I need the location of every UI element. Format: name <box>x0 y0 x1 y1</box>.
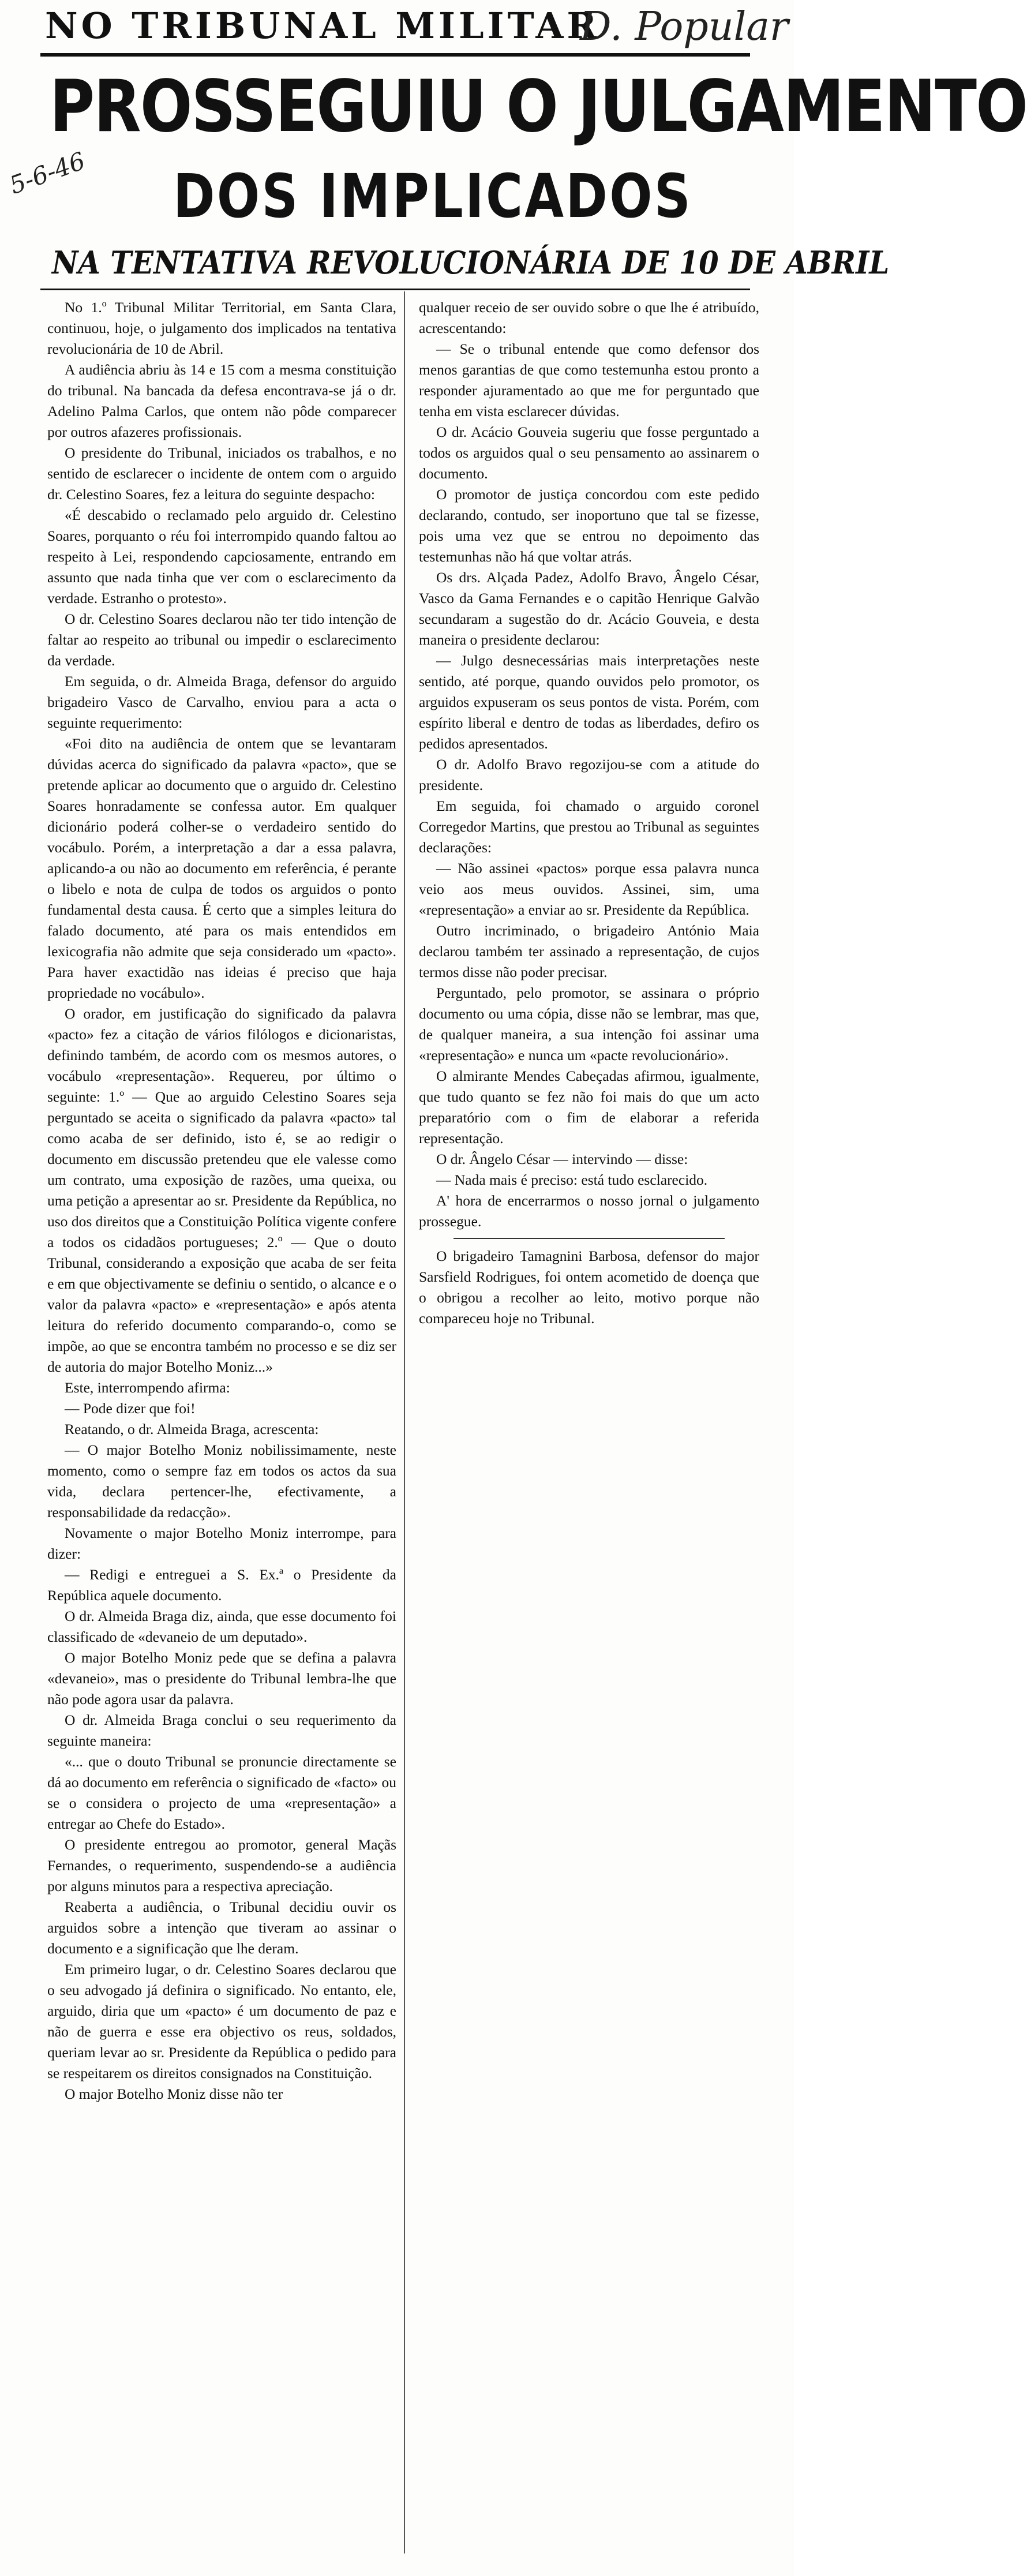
note-paragraph: O brigadeiro Tamagnini Barbosa, defensor do major Sarsfield Rodrigues, foi ontem acometido de doença que o obrigou a recolher ao leito, motivo porque não compareceu hoje no Tribunal. <box>419 1248 759 1327</box>
article-paragraph: O major Botelho Moniz disse não ter <box>65 2085 283 2102</box>
article-paragraph: O presidente entregou ao promotor, general Maçãs Fernandes, o requerimento, suspendendo-se a audiência por alguns minutos para a respectiva apreciação. <box>47 1836 396 1894</box>
article-paragraph: A' hora de encerrarmos o nosso jornal o julgamento prossegue. <box>419 1192 759 1230</box>
article-paragraph: — Nada mais é preciso: está tudo esclarecido. <box>436 1171 708 1188</box>
article-paragraph: «Foi dito na audiência de ontem que se levantaram dúvidas acerca do significado da palavra «pacto», que se pretende aplicar ao documento que o arguido dr. Celestino Soares honradamente se confessa autor. Em qualquer dicionário poderá colher-se o verdadeiro sentido do vocábulo. Porém, a interpretação a dar a essa palavra, aplicando-a ou não ao documento em referência, é perante o libelo e nota de culpa de todos os arguidos o ponto fundamental desta causa. É certo que a simples leitura do falado documento, até para os mais entendidos em lexicografia não admite que seja considerado um «pacto». Para haver exactidão nas ideias é preciso que haja propriedade no vocábulo». <box>47 735 396 1001</box>
article-paragraph: O orador, em justificação do significado da palavra «pacto» fez a citação de vários filólogos e dicionaristas, definindo também, de acordo com os mesmos autores, o vocábulo «representação». Requereu, por último o seguinte: 1.º — Que ao arguido Celestino Soares seja perguntado se aceita o significado da palavra «pacto» tal como acaba de ser definido, isto é, se ao redigir o documento em discussão pretendeu que ele valesse como um contrato, uma exposição de razões, uma queixa, ou uma petição a apresentar ao sr. Presidente da República, no uso dos direitos que a Constituição Política vigente confere a todos os cidadãos portugueses; 2.º — Que o douto Tribunal, considerando a exposição que acaba de ser feita e em que objectivamente se definiu o sentido, o alcance e o valor da palavra «pacto» e «representação» e após atenta leitura do referido documento comparando-o, como se impõe, ao que se encontra também no processo e se diz ser de autoria do major Botelho Moniz...» <box>47 1005 396 1375</box>
article-paragraph: Reatando, o dr. Almeida Braga, acrescenta: <box>65 1421 319 1437</box>
article-paragraph: — Pode dizer que foi! <box>65 1400 196 1417</box>
article-paragraph: Outro incriminado, o brigadeiro António Maia declarou também ter assinado a representação, de cujos termos disse não poder precisar. <box>419 922 759 980</box>
article-paragraph: O major Botelho Moniz pede que se defina a palavra «devaneio», mas o presidente do Tribunal lembra-lhe que não pode agora usar da palavra. <box>47 1649 396 1708</box>
article-paragraph: O dr. Acácio Gouveia sugeriu que fosse perguntado a todos os arguidos qual o seu pensamento ao assinarem o documento. <box>419 424 759 482</box>
subheadline: DOS IMPLICADOS <box>173 161 693 231</box>
article-paragraph: O presidente do Tribunal, iniciados os trabalhos, e no sentido de esclarecer o incidente de ontem com o arguido dr. Celestino Soares, fez a leitura do seguinte despacho: <box>47 444 396 503</box>
article-column-left <box>47 297 396 2565</box>
article-paragraph: O promotor de justiça concordou com este pedido declarando, contudo, ser inoportuno que tal se fizesse, pois uma vez que se entrou no depoimento das testemunhas não há que voltar atrás. <box>419 486 759 565</box>
article-paragraph: Em primeiro lugar, o dr. Celestino Soares declarou que o seu advogado já definira o significado. No entanto, ele, arguido, diria que um «pacto» é um documento de paz e não de guerra e esse era objectivo os reus, soldados, queriam levar ao sr. Presidente da República o pedido para se respeitarem os direitos consignados na Constituição. <box>47 1961 396 2081</box>
deck-rule <box>40 289 750 290</box>
article-paragraph: Novamente o major Botelho Moniz interrompe, para dizer: <box>47 1525 396 1562</box>
article-paragraph: — Julgo desnecessárias mais interpretações neste sentido, até porque, quando ouvidos pelo promotor, os arguidos expuseram os seus pontos de vista. Porém, com espírito liberal e dentro de todas as liberdades, defiro os pedidos apresentados. <box>419 652 759 752</box>
article-paragraph: O dr. Ângelo César — intervindo — disse: <box>436 1151 688 1167</box>
column-divider <box>404 291 405 2553</box>
headline: PROSSEGUIU O JULGAMENTO <box>50 65 1027 148</box>
article-paragraph: «... que o douto Tribunal se pronuncie directamente se dá ao documento em referência o significado de «facto» ou se o considera o projecto de uma «representação» a entregar ao Chefe do Estado». <box>47 1753 396 1832</box>
article-paragraph: Perguntado, pelo promotor, se assinara o próprio documento ou uma cópia, disse não se lembrar, mas que, de qualquer maneira, a sua intenção foi assinar uma «representação» e nunca um «pacte revolucionário». <box>419 984 759 1064</box>
article-paragraph: — O major Botelho Moniz nobilissimamente, neste momento, como o sempre faz em todos os actos da sua vida, declara pertencer-lhe, efectivamente, a responsabilidade da redacção». <box>47 1441 396 1521</box>
section-kicker: NO TRIBUNAL MILITAR <box>45 5 600 47</box>
article-paragraph: A audiência abriu às 14 e 15 com a mesma constituição do tribunal. Na bancada da defesa encontrava-se já o dr. Adelino Palma Carlos, que ontem não pôde comparecer por outros afazeres profissionais. <box>47 361 396 440</box>
article-paragraph: — Redigi e entreguei a S. Ex.ª o Presidente da República aquele documento. <box>47 1566 396 1604</box>
article-paragraph: O dr. Adolfo Bravo regozijou-se com a atitude do presidente. <box>419 756 759 793</box>
article-paragraph: O almirante Mendes Cabeçadas afirmou, igualmente, que tudo quanto se fez não foi mais do que um acto preparatório com o fim de elaborar a referida representação. <box>419 1068 759 1147</box>
article-paragraph: «É descabido o reclamado pelo arguido dr. Celestino Soares, porquanto o réu foi interrompido quando faltou ao respeito à Lei, respondendo capciosamente, entrando em assunto que nada tinha que ver com o esclarecimento da verdade. Estranho o protesto». <box>47 507 396 606</box>
article-column-right <box>419 297 759 2565</box>
article-paragraph: qualquer receio de ser ouvido sobre o que lhe é atribuído, acrescentando: <box>419 299 759 336</box>
article-paragraph: — Se o tribunal entende que como defensor dos menos garantias de que como testemunha estou pronto a responder ajuramentado ao que me for perguntado que tenha em vista esclarecer dúvidas. <box>419 340 759 420</box>
deck-line: NA TENTATIVA REVOLUCIONÁRIA DE 10 DE ABRIL <box>52 244 890 281</box>
section-separator <box>453 1238 725 1239</box>
article-paragraph: Em seguida, o dr. Almeida Braga, defensor do arguido brigadeiro Vasco de Carvalho, enviou para a acta o seguinte requerimento: <box>47 673 396 731</box>
article-paragraph: Os drs. Alçada Padez, Adolfo Bravo, Ângelo César, Vasco da Gama Fernandes e o capitão Henrique Galvão secundaram a sugestão do dr. Acácio Gouveia, e desta maneira o presidente declarou: <box>419 569 759 648</box>
handwritten-date-note: 5-6-46 <box>6 146 89 200</box>
article-paragraph: Reaberta a audiência, o Tribunal decidiu ouvir os arguidos sobre a intenção que tiveram ao assinar o documento e a significação que lhe deram. <box>47 1899 396 1957</box>
article-paragraph: Em seguida, foi chamado o arguido coronel Corregedor Martins, que prestou ao Tribunal as seguintes declarações: <box>419 797 759 856</box>
article-paragraph: — Não assinei «pactos» porque essa palavra nunca veio aos meus ouvidos. Assinei, sim, uma «representação» a enviar ao sr. Presidente da República. <box>419 860 759 918</box>
header-rule <box>40 53 750 57</box>
article-paragraph: O dr. Almeida Braga conclui o seu requerimento da seguinte maneira: <box>47 1712 396 1749</box>
article-paragraph: No 1.º Tribunal Militar Territorial, em Santa Clara, continuou, hoje, o julgamento dos implicados na tentativa revolucionária de 10 de Abril. <box>47 299 396 357</box>
handwritten-publication-note: D. Popular <box>580 4 789 50</box>
article-paragraph: O dr. Celestino Soares declarou não ter tido intenção de faltar ao respeito ao tribunal ou impedir o esclarecimento da verdade. <box>47 611 396 669</box>
article-paragraph: O dr. Almeida Braga diz, ainda, que esse documento foi classificado de «devaneio de um deputado». <box>47 1608 396 1645</box>
article-paragraph: Este, interrompendo afirma: <box>65 1379 230 1396</box>
